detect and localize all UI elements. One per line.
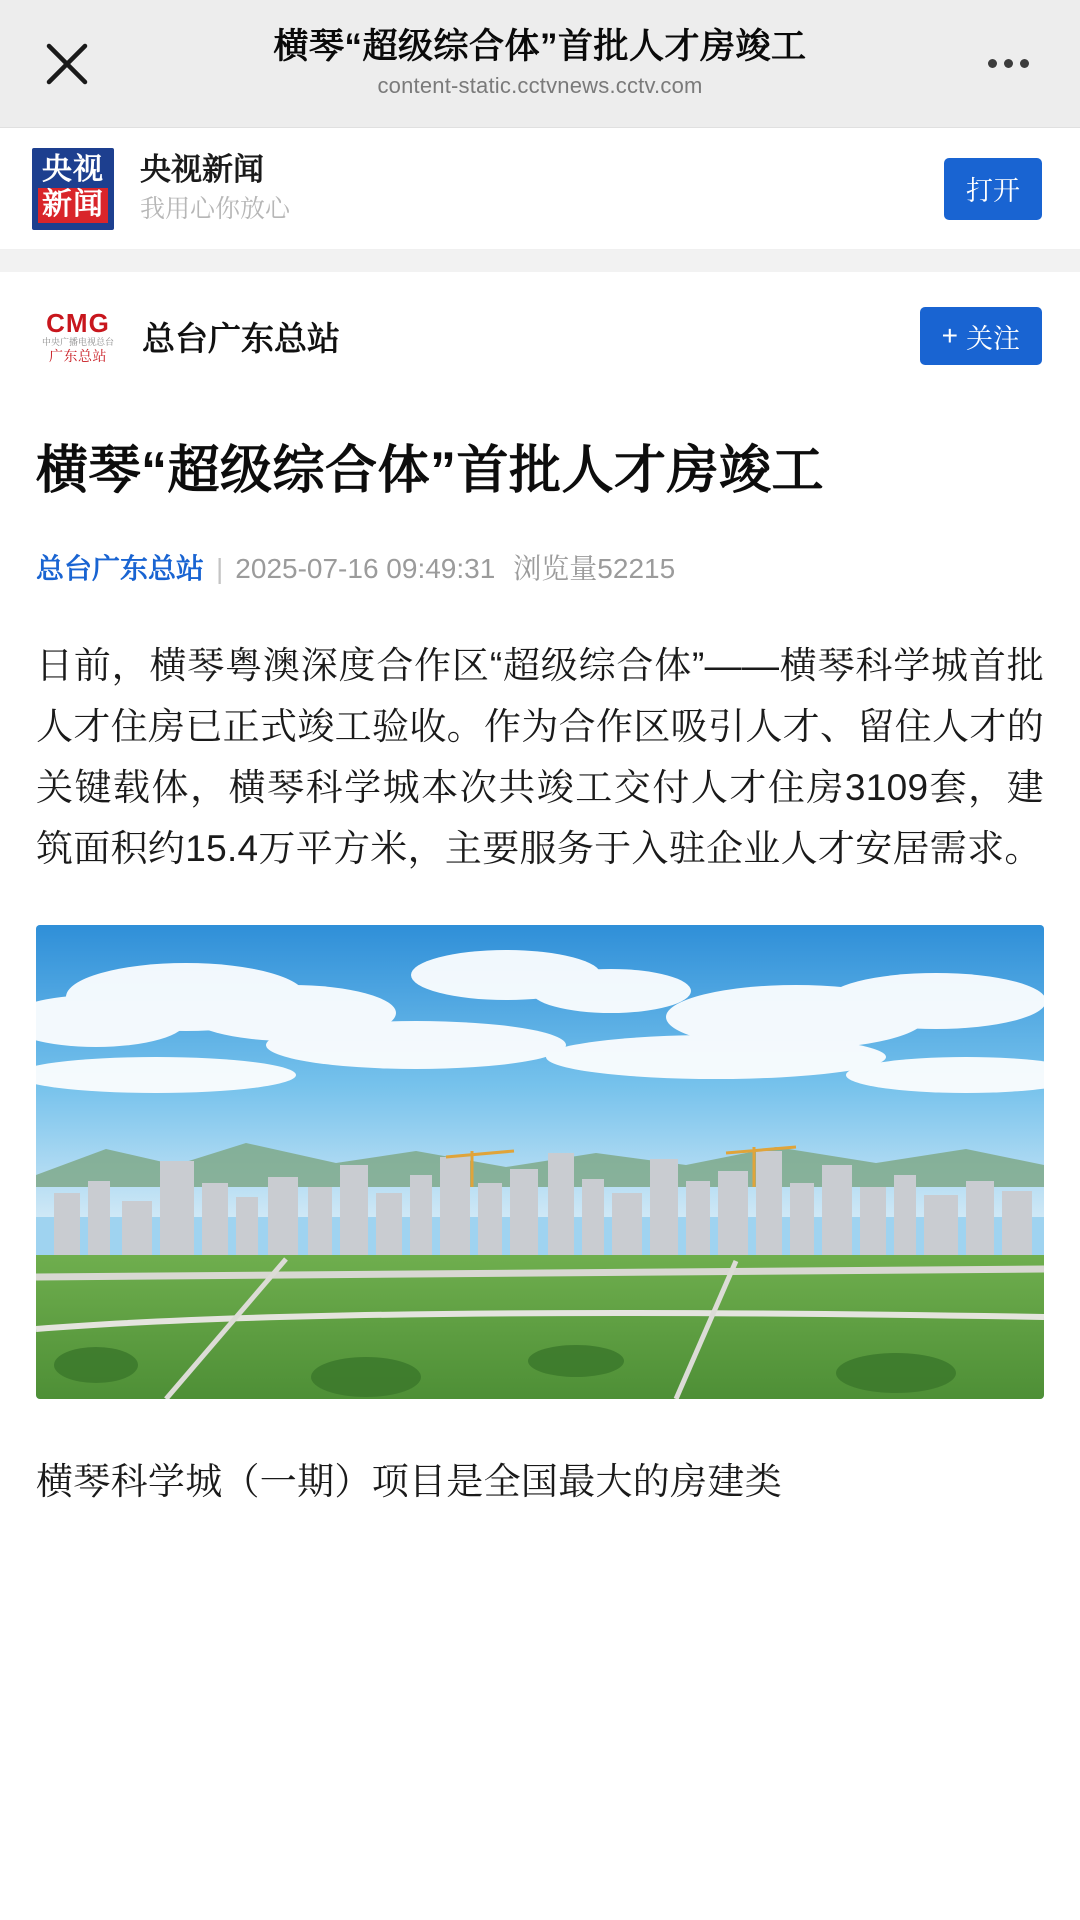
app-promo-bar bbox=[0, 128, 1080, 250]
cmg-logo-mid: 中央广播电视总台 bbox=[41, 336, 114, 347]
meta-separator: | bbox=[216, 552, 224, 584]
follow-button[interactable] bbox=[920, 307, 1042, 365]
more-options-icon[interactable] bbox=[978, 35, 1038, 93]
follow-button-label: 关注 bbox=[966, 323, 1020, 354]
cmg-logo-icon bbox=[36, 307, 120, 364]
plus-icon: + bbox=[941, 320, 958, 351]
article-container bbox=[0, 438, 1080, 1512]
app-slogan: 我用心你放心 bbox=[140, 195, 291, 224]
cmg-logo-top: CMG bbox=[46, 307, 110, 338]
article-image[interactable] bbox=[36, 925, 1044, 1399]
article-source[interactable]: 总台广东总站 bbox=[36, 552, 205, 584]
article-views: 浏览量52215 bbox=[513, 552, 676, 584]
topbar-center bbox=[273, 28, 806, 99]
article-paragraph-1: 日前，横琴粤澳深度合作区“超级综合体”——横琴科学城首批人才住房已正式竣工验收。作为合作区吸引人才、留住人才的关键载体，横琴科学城本次共竣工交付人才住房3109套，建筑面积约15.4万平方米，主要服务于入驻企业人才安居需求。 bbox=[36, 645, 1044, 870]
more-dot bbox=[1020, 59, 1029, 68]
cctv-news-logo-icon bbox=[32, 148, 114, 230]
article-headline: 横琴“超级综合体”首批人才房竣工 bbox=[36, 442, 825, 500]
app-logo-line1: 央视 bbox=[42, 152, 104, 186]
more-dot bbox=[988, 59, 997, 68]
section-divider bbox=[0, 250, 1080, 272]
article-meta bbox=[36, 552, 1044, 586]
page-title: 横琴“超级综合体”首批人才房竣工 bbox=[273, 27, 807, 67]
app-name: 央视新闻 bbox=[140, 152, 264, 188]
close-icon[interactable] bbox=[38, 35, 96, 93]
page-url: content-static.cctvnews.cctv.com bbox=[377, 72, 703, 98]
publisher-bar bbox=[0, 272, 1080, 400]
article-paragraph-2: 横琴科学城（一期）项目是全国最大的房建类 bbox=[36, 1461, 782, 1503]
app-info bbox=[140, 153, 944, 224]
app-logo-line2: 新闻 bbox=[38, 188, 108, 223]
browser-topbar bbox=[0, 0, 1080, 128]
more-dot bbox=[1004, 59, 1013, 68]
article-date: 2025-07-16 09:49:31 bbox=[235, 552, 496, 584]
cmg-logo-bottom: 广东总站 bbox=[49, 347, 107, 364]
publisher-name[interactable]: 总台广东总站 bbox=[142, 319, 340, 357]
open-app-button[interactable]: 打开 bbox=[944, 158, 1042, 220]
